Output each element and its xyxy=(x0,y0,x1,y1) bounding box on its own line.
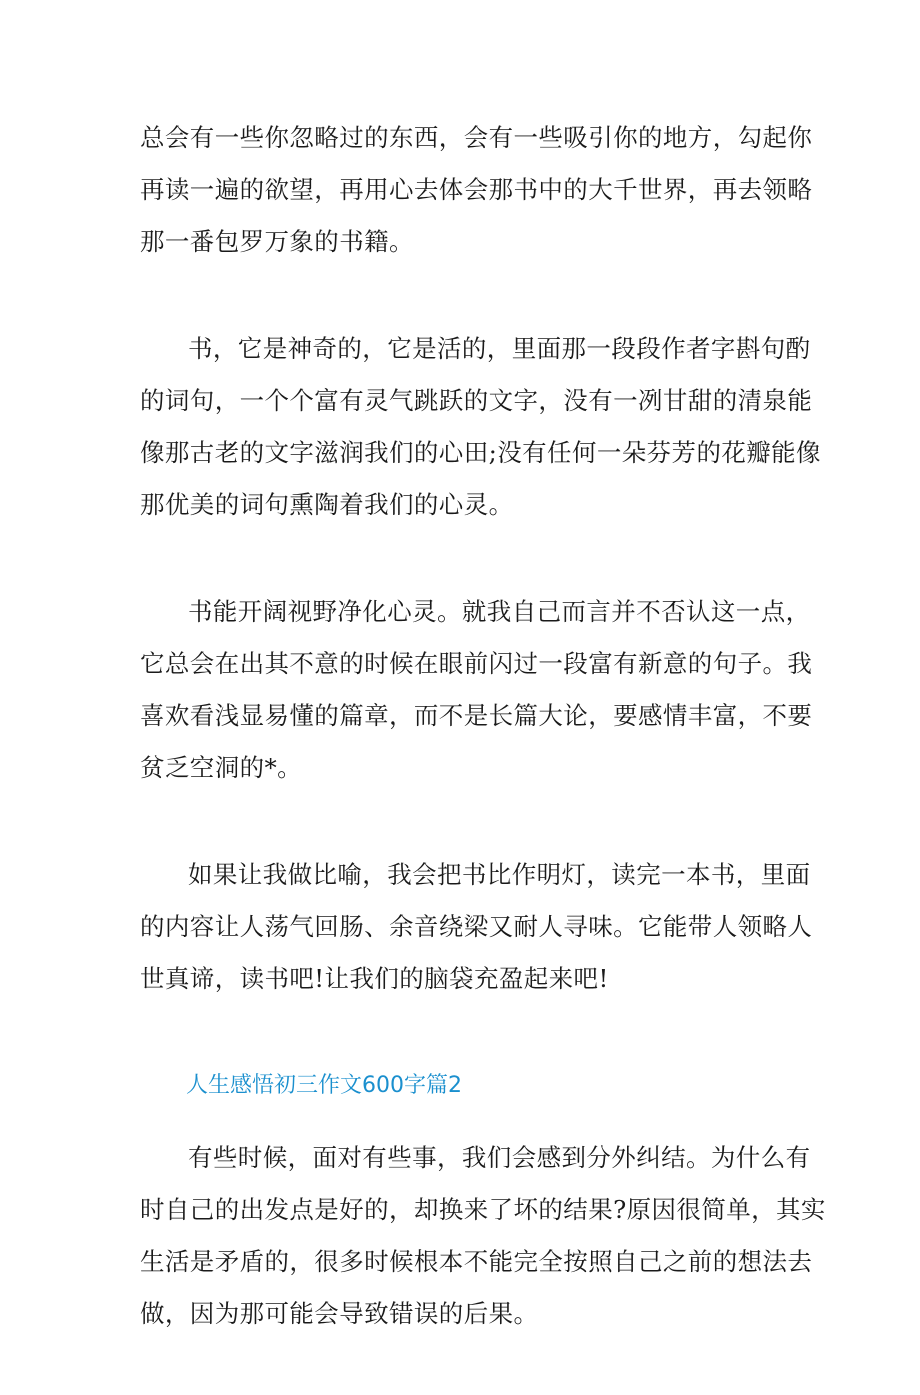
text-line: 时自己的出发点是好的，却换来了坏的结果?原因很简单，其实 xyxy=(140,1195,826,1224)
text-line: 喜欢看浅显易懂的篇章，而不是长篇大论，要感情丰富，不要 xyxy=(140,701,813,730)
paragraph-4 xyxy=(140,849,813,1005)
text-line: 它总会在出其不意的时候在眼前闪过一段富有新意的句子。我 xyxy=(140,649,813,678)
text-line: 那优美的词句熏陶着我们的心灵。 xyxy=(140,490,514,519)
text-line: 再读一遍的欲望，再用心去体会那书中的大千世界，再去领略 xyxy=(140,175,813,204)
text-line: 的词句，一个个富有灵气跳跃的文字，没有一冽甘甜的清泉能 xyxy=(140,386,813,415)
paragraph-3 xyxy=(140,586,813,794)
paragraph-5 xyxy=(140,1132,826,1340)
paragraph-2 xyxy=(140,323,821,531)
text-line: 有些时候，面对有些事，我们会感到分外纠结。为什么有 xyxy=(188,1143,811,1172)
text-line: 总会有一些你忽略过的东西，会有一些吸引你的地方，勾起你 xyxy=(140,123,813,152)
text-line: 像那古老的文字滋润我们的心田;没有任何一朵芬芳的花瓣能像 xyxy=(140,438,821,467)
text-line: 世真谛，读书吧!让我们的脑袋充盈起来吧! xyxy=(140,964,609,993)
document-page xyxy=(140,112,826,1395)
text-line: 那一番包罗万象的书籍。 xyxy=(140,227,414,256)
text-line: 书，它是神奇的，它是活的，里面那一段段作者字斟句酌 xyxy=(188,334,811,363)
text-line: 生活是矛盾的，很多时候根本不能完全按照自己之前的想法去 xyxy=(140,1247,813,1276)
text-line: 如果让我做比喻，我会把书比作明灯，读完一本书，里面 xyxy=(188,860,811,889)
paragraph-1 xyxy=(140,112,813,268)
text-line: 贫乏空洞的*。 xyxy=(140,753,303,782)
text-line: 的内容让人荡气回肠、余音绕梁又耐人寻味。它能带人领略人 xyxy=(140,912,813,941)
section-heading: 人生感悟初三作文600字篇2 xyxy=(186,1073,462,1098)
text-line: 做，因为那可能会导致错误的后果。 xyxy=(140,1299,539,1328)
text-line: 书能开阔视野净化心灵。就我自己而言并不否认这一点， xyxy=(188,597,811,626)
